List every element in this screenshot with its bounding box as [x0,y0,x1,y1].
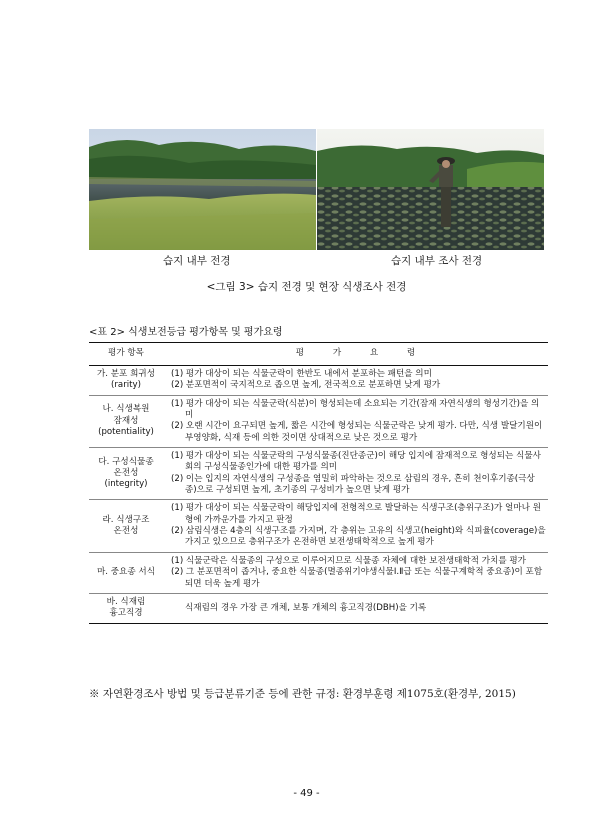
table-header-row [89,343,548,366]
table-row [89,593,548,623]
evaluation-item [89,593,163,623]
criteria-list [171,451,546,496]
evaluation-item [89,500,163,552]
evaluation-item-line: 흉고직경 [109,608,143,619]
header-criteria: 평 가 요 령 [163,343,548,366]
evaluation-item [89,552,163,593]
criteria-item: (1) 평가 대상이 되는 식물군락의 구성식물종(진단종군)이 해당 입지에 잠재적으로 형성되는 식물사회의 구성식물종인가에 대한 평가를 의미 [171,451,541,473]
evaluation-item-line: 나. 식생복원 [102,404,150,415]
criteria-item: (1) 식물군락은 식물종의 구성으로 이루어지므로 식물종 자체에 대한 보전생태학적 가치를 평가 [171,555,526,566]
evaluation-criteria [163,552,548,593]
criteria-item: (1) 평가 대상이 되는 식물군락이 해당입지에 전형적으로 발달하는 식생구조(층위구조)가 얼마나 원형에 가까운가를 가지고 판정 [171,503,541,525]
evaluation-item [89,448,163,500]
criteria-list [171,556,546,590]
photo-caption-left: 습지 내부 전경 [163,255,231,267]
table-row [89,366,548,396]
evaluation-criteria [163,366,548,396]
criteria-list [171,399,546,444]
criteria-list [171,503,546,548]
evaluation-item-line: (integrity) [104,479,148,490]
evaluation-criteria [163,500,548,552]
criteria-item: (2) 그 분포면적이 좁거나, 중요한 식물종(멸종위기야생식물Ⅰ.Ⅱ급 또는 식물구계학적 중요종)이 포함되면 더욱 높게 평가 [171,567,543,589]
table-row [89,500,548,552]
evaluation-item-line: 바. 식재림 [106,596,146,607]
evaluation-criteria [163,593,548,623]
criteria-item: (2) 이는 입지의 자연식생의 구성종을 염밀히 파악하는 것으로 삼림의 경우, 흔히 천이후기종(극상종)으로 구성되면 높게, 초기종의 구성비가 높으면 낮게 평가 [171,473,535,496]
header-item: 평가 항목 [89,343,163,366]
evaluation-item [89,366,163,396]
criteria-item: (1) 평가 대상이 되는 식물군락(식분)이 형성되는데 소요되는 기간(잠재 자연식생의 형성기간)을 의미 [171,398,540,421]
evaluation-item-line: (rarity) [111,380,141,391]
criteria-list [171,369,546,392]
evaluation-item-line: 마. 중요종 서식 [96,567,155,578]
criteria-item: (2) 오랜 시간이 요구되면 높게, 짧은 시간에 형성되는 식물군락은 낮게 평가. 다만, 식생 발달기원이 부영양화, 식재 등에 의한 것이면 상대적으로 낮은 것으로 평가 [171,421,543,443]
evaluation-item-line: 잠재성 [113,415,139,426]
evaluation-item-line: 라. 식생구조 [102,514,150,525]
criteria-item: (2) 삼림식생은 4층의 식생구조를 가지며, 각 층위는 고유의 식생고(height)와 식피율(coverage)을 가지고 있으므로 층위구조가 온전하면 보전생태학적으로 높게 평가 [171,526,546,548]
evaluation-item [89,395,163,447]
evaluation-item-line: 다. 구성식물종 [98,456,154,467]
table-title: <표 2> 식생보전등급 평가항목 및 평가요령 [89,327,283,338]
figure-caption: <그림 3> 습지 전경 및 현장 식생조사 전경 [206,281,407,293]
page-number: - 49 - [293,788,320,799]
criteria-item: 식재림의 경우 가장 큰 개체, 보통 개체의 흉고직경(DBH)을 기록 [185,602,427,613]
evaluation-item-line: 온전성 [113,468,139,479]
evaluation-item-line: (potentiality) [98,427,154,438]
criteria-list [171,603,546,614]
evaluation-criteria [163,448,548,500]
table-row [89,395,548,447]
evaluation-item-line: 가. 분포 희귀성 [96,369,155,379]
table-row [89,448,548,500]
wetland-survey-photo [317,129,544,250]
photo-caption-right: 습지 내부 조사 전경 [391,255,483,267]
table-row [89,552,548,593]
evaluation-criteria [163,395,548,447]
criteria-item: (2) 분포면적이 국지적으로 좁으면 높게, 전국적으로 분포하면 낮게 평가 [171,380,441,391]
criteria-item: (1) 평가 대상이 되는 식물군락이 한반도 내에서 분포하는 패턴을 의미 [171,369,432,379]
table-body [89,366,548,624]
wetland-interior-photo [89,129,316,250]
regulation-note: ※ 자연환경조사 방법 및 등급분류기준 등에 관한 규정: 환경부훈령 제1075호(환경부, 2015) [89,688,516,700]
evaluation-item-line: 온전성 [113,526,139,537]
vegetation-grade-table [89,342,548,624]
